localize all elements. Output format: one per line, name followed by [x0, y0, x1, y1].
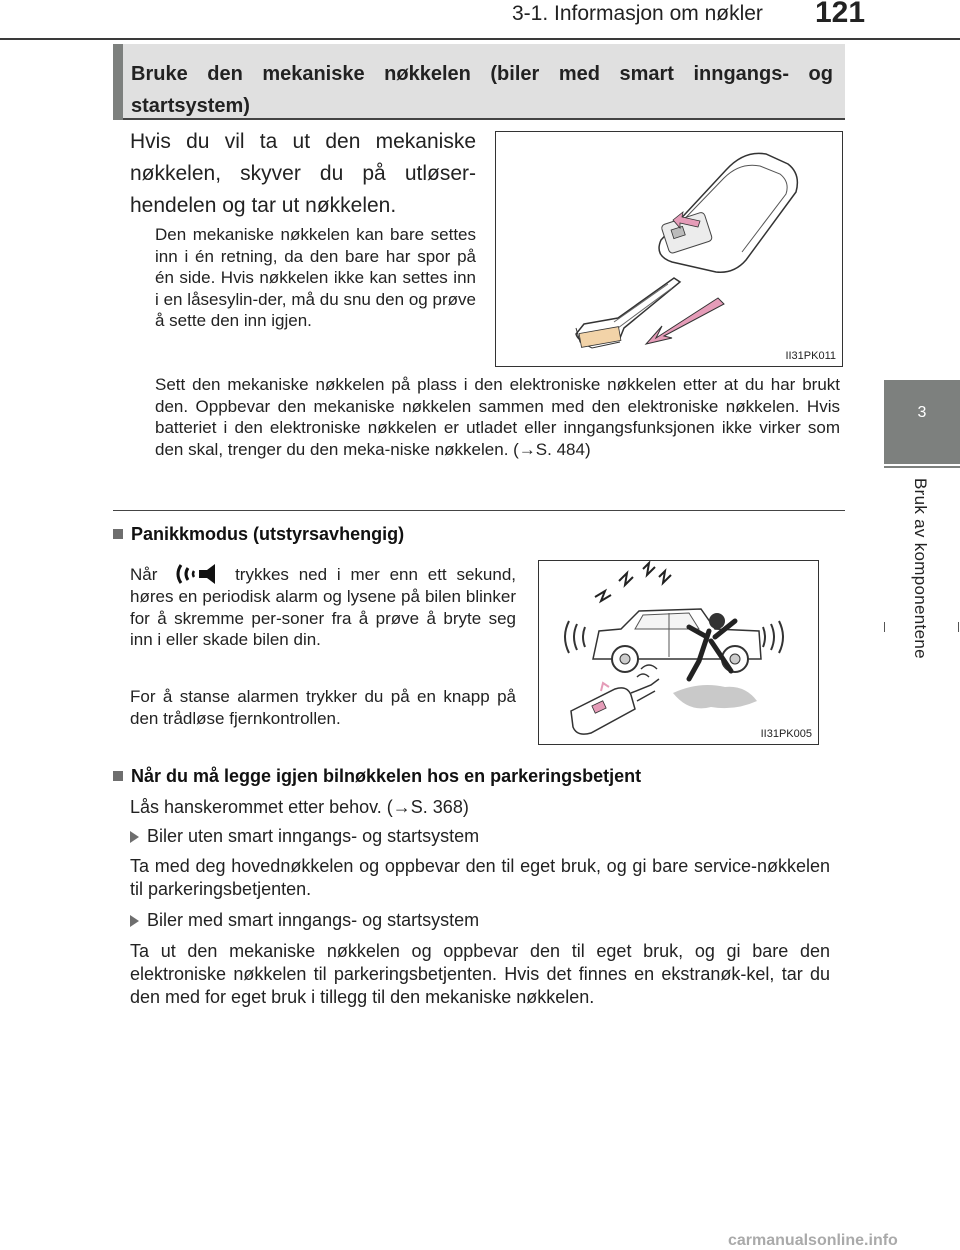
side-tick — [884, 622, 885, 632]
chapter-label: Bruk av komponentene — [911, 478, 930, 659]
valet-heading — [113, 766, 641, 787]
valet-sub-2 — [130, 910, 830, 932]
side-tick — [958, 622, 959, 632]
valet-sub-1 — [130, 826, 830, 848]
valet-sub-1-text: Ta med deg hovednøkkelen og oppbevar den til eget bruk, og gi bare service-nøkkelen til parkeringsbetjenten. — [130, 856, 830, 899]
panic-heading — [113, 524, 404, 545]
figure-code: II31PK005 — [760, 728, 812, 740]
key-illustration — [496, 132, 842, 366]
section-heading-bar — [113, 44, 123, 120]
square-bullet-icon — [113, 771, 123, 781]
valet-heading-text: Når du må legge igjen bilnøkkelen hos en parkeringsbetjent — [131, 766, 642, 786]
section-note: Den mekaniske nøkkelen kan bare settes inn i én retning, da den bare har spor på én side. Hvis nøkkelen ikke kan settes inn i en låsesylin-der, må du snu den og prøve å sette den inn igjen. — [155, 225, 476, 330]
square-bullet-icon — [113, 529, 123, 539]
panic-stop-text: For å stanse alarmen trykker du på en knapp på den trådløse fjernkontrollen. — [130, 687, 516, 728]
section-divider — [113, 510, 845, 511]
section-heading-title: Bruke den mekaniske nøkkelen (biler med smart inngangs- og startsystem) — [131, 63, 833, 117]
chapter-number: 3 — [917, 404, 927, 421]
watermark: carmanualsonline.info — [728, 1232, 898, 1249]
panic-heading-text: Panikkmodus (utstyrsavhengig) — [131, 524, 405, 544]
valet-sub-1-label: Biler uten smart inngangs- og startsystem — [147, 826, 480, 846]
page-number: 121 — [815, 0, 866, 29]
figure-panic-mode — [538, 560, 819, 745]
triangle-bullet-icon — [130, 831, 139, 843]
panic-illustration — [539, 561, 818, 744]
panic-text-before: Når — [130, 565, 158, 584]
header-rule — [0, 38, 960, 40]
panic-description — [130, 562, 516, 651]
section-paragraph: Sett den mekaniske nøkkelen på plass i den elektroniske nøkkelen etter at du har brukt den. Oppbevar den mekaniske nøkkelen sammen med den elektroniske nøkkelen. Hvis batteriet i den elektroniske nøkkelen er utladet eller inngangsfunksjonen ikke virker som den skal, trenger du den meka-niske nøkkelen. (→S. 484) — [155, 375, 840, 459]
triangle-bullet-icon — [130, 915, 139, 927]
panic-button-icon — [167, 562, 225, 586]
figure-mechanical-key — [495, 131, 843, 367]
header-section-title: 3-1. Informasjon om nøkler — [512, 2, 763, 25]
figure-code: II31PK011 — [785, 350, 836, 362]
valet-sub-2-label: Biler med smart inngangs- og startsystem — [147, 910, 480, 930]
valet-sub-2-text: Ta ut den mekaniske nøkkelen og oppbevar den til eget bruk, og gi bare den elektroniske nøkkelen til parkeringsbetjenten. Hvis det finnes en ekstranøk-kel, tar du den med for eget bruk i tillegg til den mekaniske nøkkelen. — [130, 941, 830, 1007]
valet-line-1: Lås hanskerommet etter behov. (→S. 368) — [130, 797, 469, 817]
panic-text-after: trykkes ned i mer enn ett sekund, høres en periodisk alarm og lysene på bilen blinker for å skremme per-soner fra å prøve å bryte seg inn i eller skade bilen din. — [130, 565, 517, 649]
chapter-tab-divider — [884, 466, 960, 468]
chapter-tab — [884, 380, 960, 464]
section-intro: Hvis du vil ta ut den mekaniske nøkkelen, skyver du på utløser-hendelen og tar ut nøkkelen. — [130, 130, 476, 217]
